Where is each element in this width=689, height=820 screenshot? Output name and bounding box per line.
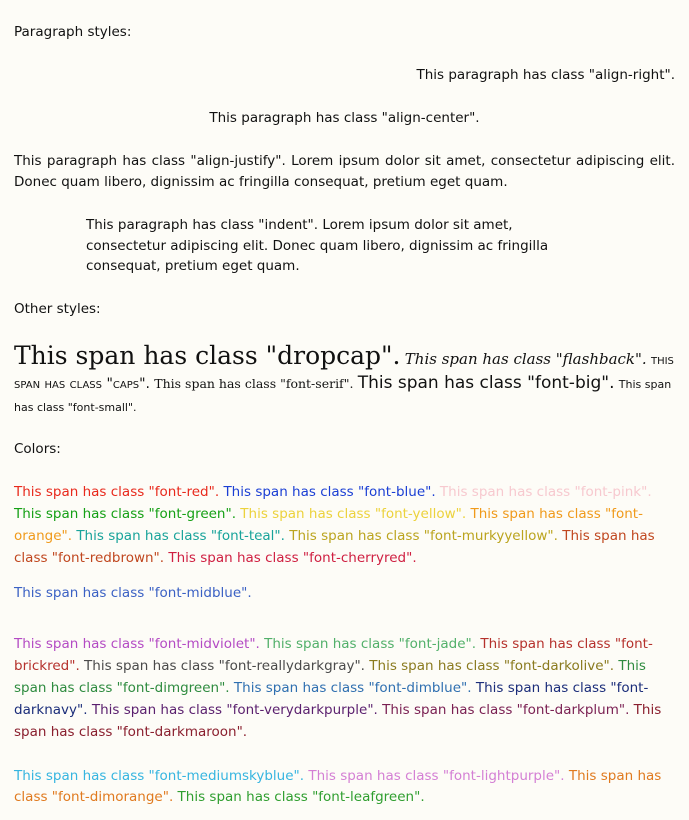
color-span-font-dimgreen: This span has class "font-dimgreen". xyxy=(14,658,646,697)
other-styles-paragraph xyxy=(14,342,675,417)
color-span-font-jade: This span has class "font-jade". xyxy=(264,636,477,653)
spacer xyxy=(14,474,675,482)
paragraph-align-right: This paragraph has class "align-right". xyxy=(416,66,675,83)
paragraph-align-justify: This paragraph has class "align-justify". Lorem ipsum dolor sit amet, consectetur adipiscing elit. Donec quam libero, dignissim ac fringilla consequat, pretium eget quam. xyxy=(14,152,675,190)
color-span-font-mediumskyblue: This span has class "font-mediumskyblue". xyxy=(14,767,305,784)
color-span-font-lightpurple: This span has class "font-lightpurple". xyxy=(308,767,565,784)
color-span-font-orange: This span has class "font-orange". xyxy=(14,505,643,544)
spacer xyxy=(14,758,675,766)
spacer xyxy=(14,100,675,108)
color-span-font-murkyyellow: This span has class "font-murkyyellow". xyxy=(289,527,558,544)
span-font-small: This span has class "font-small". xyxy=(14,378,672,414)
color-span-font-midviolet: This span has class "font-midviolet". xyxy=(14,636,260,653)
spacer xyxy=(14,291,675,299)
color-span-font-pink: This span has class "font-pink". xyxy=(439,483,652,500)
color-span-font-yellow: This span has class "font-yellow". xyxy=(240,505,467,522)
paragraph-indent: This paragraph has class "indent". Lorem ipsum dolor sit amet, consectetur adipiscing elit. Donec quam libero, dignissim ac fringilla consequat, pretium eget quam. xyxy=(86,216,549,275)
color-span-font-darknavy: This span has class "font-darknavy". xyxy=(14,680,649,718)
paragraph-align-center: This paragraph has class "align-center". xyxy=(209,109,480,126)
color-span-font-dimblue: This span has class "font-dimblue". xyxy=(233,680,472,697)
span-flashback: This span has class "flashback". xyxy=(404,350,647,369)
span-font-serif: This span has class "font-serif". xyxy=(154,376,354,392)
span-dropcap: This span has class "dropcap". xyxy=(14,341,401,371)
colors-midblue-line xyxy=(14,583,675,604)
color-span-font-blue: This span has class "font-blue". xyxy=(223,483,436,500)
colors-label: Colors: xyxy=(14,441,61,458)
span-caps: this span has class "caps". xyxy=(14,352,674,393)
color-span-font-darkplum: This span has class "font-darkplum". xyxy=(382,701,630,718)
spacer xyxy=(14,207,675,215)
color-span-font-verydarkpurple: This span has class "font-verydarkpurple". xyxy=(91,701,378,718)
colors-group-1 xyxy=(14,482,675,569)
spacer xyxy=(14,618,675,634)
color-span-font-green: This span has class "font-green". xyxy=(14,505,236,522)
color-span-font-redbrown: This span has class "font-redbrown". xyxy=(14,527,655,566)
color-span-font-midblue: This span has class "font-midblue". xyxy=(14,585,252,602)
span-font-big: This span has class "font-big". xyxy=(357,373,615,394)
color-span-font-teal: This span has class "font-teal". xyxy=(76,527,285,544)
colors-group-3 xyxy=(14,766,675,810)
spacer xyxy=(14,431,675,439)
color-span-font-reallydarkgray: This span has class "font-reallydarkgray". xyxy=(84,658,365,675)
color-span-font-dimorange: This span has class "font-dimorange". xyxy=(14,767,662,806)
colors-group-2 xyxy=(14,634,675,743)
color-span-font-cherryred: This span has class "font-cherryred". xyxy=(168,549,417,566)
color-span-font-leafgreen: This span has class "font-leafgreen". xyxy=(177,789,425,806)
color-span-font-brickred: This span has class "font-brickred". xyxy=(14,636,653,675)
color-span-font-darkolive: This span has class "font-darkolive". xyxy=(369,658,615,675)
color-span-font-darkmaroon: This span has class "font-darkmaroon". xyxy=(14,701,662,740)
paragraph-styles-label: Paragraph styles: xyxy=(14,24,132,40)
spacer xyxy=(14,57,675,65)
color-span-font-red: This span has class "font-red". xyxy=(14,483,220,500)
other-styles-label: Other styles: xyxy=(14,301,101,318)
spacer xyxy=(14,143,675,151)
